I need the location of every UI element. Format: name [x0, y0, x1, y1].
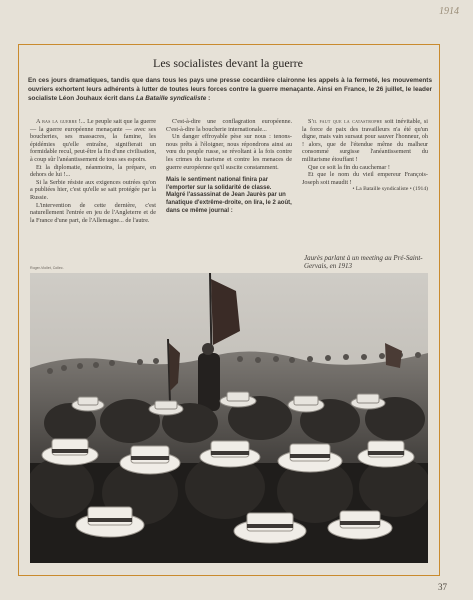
column-3-paragraph-3: Et que le nom du vieil empereur François-Joseph soit maudit ! — [302, 171, 428, 186]
column-2-paragraph-2: Un danger effroyable pèse sur nous : tenons-nous prêts à l'éloigner, nous répondrons ainsi au vœu du peuple russe, se révoltant à la fois contre les crimes du tsarisme et contre les menaces de guerre européenne qu'il suscite constamment. — [166, 133, 292, 171]
photo-caption: Jaurès parlant à un meeting au Pré-Saint-Gervais, en 1913 — [304, 254, 423, 271]
photo-credit: Roger-Viollet, Collec. — [30, 266, 64, 270]
article-title: Les socialistes devant la guerre — [153, 56, 303, 70]
year-header: 1914 — [439, 6, 459, 17]
column-3-paragraph-1 — [302, 118, 428, 164]
intro-end: : — [206, 95, 211, 103]
column-3 — [302, 118, 428, 194]
intro-text: En ces jours dramatiques, tandis que dans tous les pays une presse cocardière claironne les appels à la fermeté, les mouvements ouvriers exhortent leurs adhérents à lutter de toutes leurs forces contre la guerre menaçante. Ainsi en France, le 26 juillet, le leader socialiste Léon Jouhaux écrit dans — [28, 77, 432, 103]
column-1-lead: A bas la guerre — [36, 118, 78, 125]
column-1 — [30, 118, 156, 224]
column-3-text: soit inévitable, si la force de paix des travailleurs n'a été qu'un digne, mais vain sursaut pour sauver l'honneur, oh ! alors, que de l'étendue même du malheur consommé surgisse l'anéantissement du militarisme étouffant ! — [302, 118, 429, 163]
column-1-text: !... Le peuple sait que la guerre — la guerre européenne menaçante — avec ses boucheries, ses massacres, la famine, les épidémies qu'elle entraîne, signifierait un formidable recul, peut-être la fin d'une civilisation, à coup sûr l'anéantissement de tous ses espoirs. — [30, 118, 157, 163]
intro-newspaper-name: La Bataille syndicaliste — [135, 95, 207, 103]
column-1-paragraph-1 — [30, 118, 156, 164]
column-3-lead: S'il faut que la catastrophe — [308, 118, 383, 125]
page-number: 37 — [438, 582, 447, 592]
column-2 — [166, 118, 292, 215]
crowd-illustration — [30, 273, 428, 563]
column-2-paragraph-1: C'est-à-dire une conflagration européenne. C'est-à-dire la boucherie internationale... — [166, 118, 292, 133]
column-1-paragraph-3: Si la Serbie résiste aux exigences outrées qu'on a publiées hier, c'est qu'elle se sait protégée par la Russie. — [30, 178, 156, 201]
column-1-paragraph-4: L'intervention de cette dernière, c'est naturellement l'entrée en jeu de l'Angleterre et de la France d'une part, de l'Allemagne... de l'autre. — [30, 201, 156, 224]
column-2-bold-note: Mais le sentiment national finira par l'emporter sur la solidarité de classe. Malgré l'assassinat de Jean Jaurès par un fanatique d'extrême-droite, on lira, le 2 août, dans ce même journal : — [166, 177, 292, 214]
intro-paragraph — [28, 76, 432, 104]
quote-source: • La Bataille syndicaliste • (1914) — [352, 186, 428, 193]
column-1-paragraph-2: Et la diplomatie, néanmoins, la prépare, en dehors de lui !... — [30, 163, 156, 179]
column-3-paragraph-2: Que ce soit la fin du cauchemar ! — [308, 163, 390, 171]
meeting-photograph — [30, 273, 428, 563]
